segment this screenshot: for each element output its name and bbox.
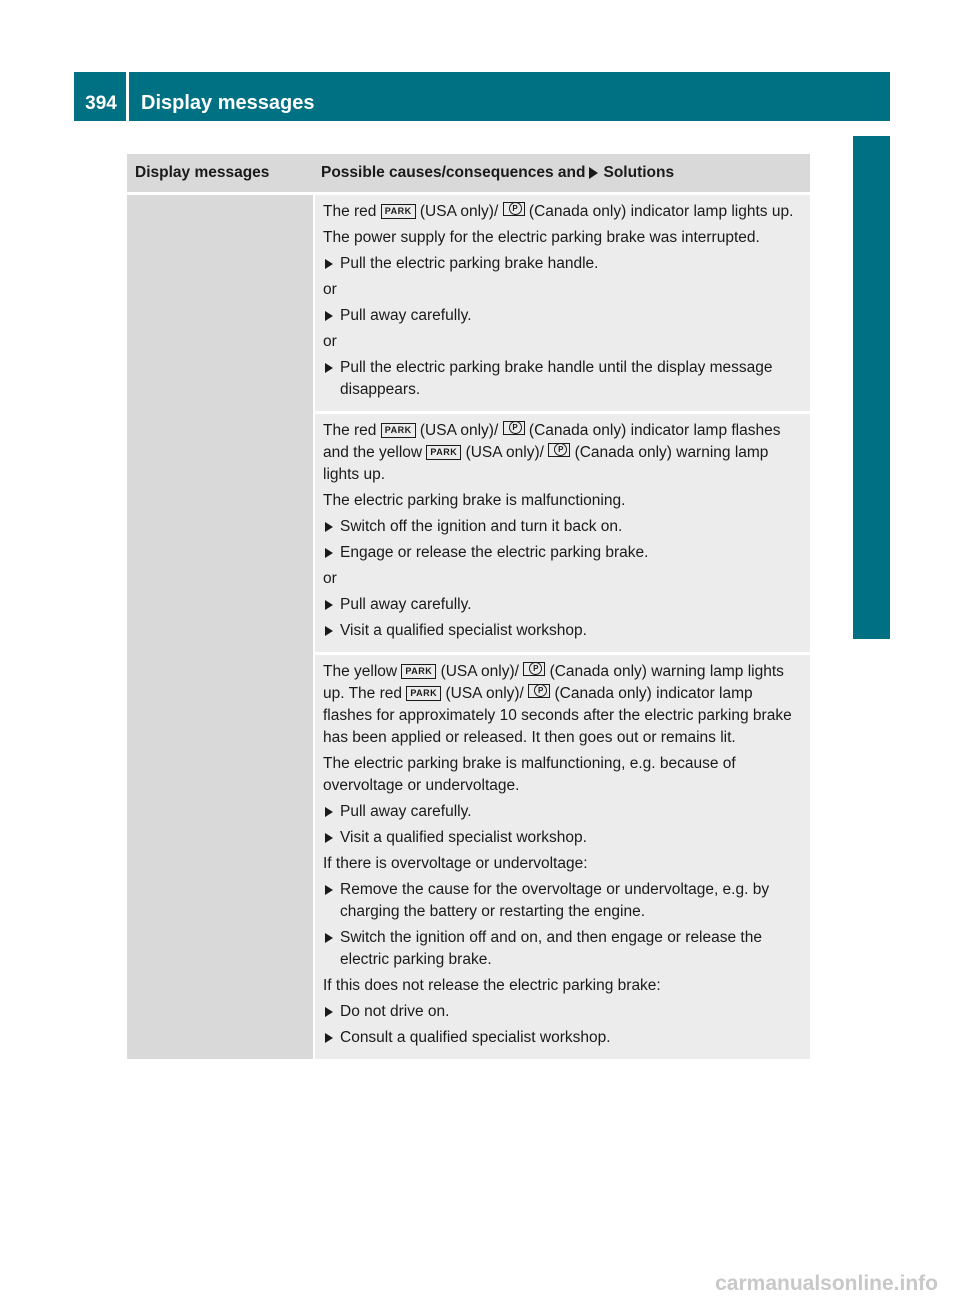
or-separator: or <box>323 333 337 350</box>
or-separator: or <box>323 570 337 587</box>
table-row <box>315 414 810 655</box>
parking-brake-circle-icon <box>503 421 525 435</box>
park-icon: PARK <box>381 204 416 219</box>
header-divider <box>126 72 129 121</box>
parking-brake-circle-icon <box>528 684 550 698</box>
list-item: Visit a qualified specialist workshop. <box>323 620 804 642</box>
solutions-column <box>313 195 810 1059</box>
row1-consequence: The power supply for the electric parking brake was interrupted. <box>323 229 760 246</box>
parking-brake-circle-icon <box>503 202 525 216</box>
row3-consequence: The electric parking brake is malfunctioning, e.g. because of overvoltage or undervoltage. <box>323 755 736 794</box>
parking-brake-circle-icon <box>523 662 545 676</box>
play-arrow-icon <box>589 167 598 179</box>
list-item: Pull the electric parking brake handle. <box>323 253 804 275</box>
list-item: Pull away carefully. <box>323 801 804 823</box>
list-item: Switch off the ignition and turn it back on. <box>323 516 804 538</box>
row2-consequence: The electric parking brake is malfunctioning. <box>323 492 626 509</box>
display-messages-table <box>127 154 810 1059</box>
list-item: Engage or release the electric parking brake. <box>323 542 804 564</box>
list-item: Pull away carefully. <box>323 594 804 616</box>
display-message-cell <box>127 195 313 1059</box>
page-number: 394 <box>85 93 117 114</box>
section-side-label: On-board computer and displays <box>859 231 882 545</box>
list-item: Switch the ignition off and on, and then engage or release the electric parking brake. <box>323 927 804 971</box>
list-item: Pull the electric parking brake handle until the display message disappears. <box>323 357 804 401</box>
col-header-solutions <box>313 154 810 192</box>
list-item: Do not drive on. <box>323 1001 804 1023</box>
col-header-text-b: Solutions <box>603 164 675 181</box>
park-icon: PARK <box>426 445 461 460</box>
park-icon: PARK <box>381 423 416 438</box>
parking-brake-circle-icon <box>548 443 570 457</box>
row3-condition-2: If this does not release the electric parking brake: <box>323 977 661 994</box>
park-icon: PARK <box>406 686 441 701</box>
or-separator: or <box>323 281 337 298</box>
col-header-display-messages: Display messages <box>135 164 270 181</box>
list-item: Pull away carefully. <box>323 305 804 327</box>
list-item: Consult a qualified specialist workshop. <box>323 1027 804 1049</box>
row1-cause: The red PARK (USA only)/ P (Canada only) indicator lamp lights up. <box>323 201 804 223</box>
watermark: carmanualsonline.info <box>715 1272 938 1295</box>
list-item: Visit a qualified specialist workshop. <box>323 827 804 849</box>
col-header-text-a: Possible causes/consequences and <box>321 164 586 181</box>
row3-condition: If there is overvoltage or undervoltage: <box>323 855 588 872</box>
table-body <box>127 195 810 1059</box>
table-header <box>127 154 810 195</box>
row3-cause: The yellow PARK (USA only)/ P (Canada only) warning lamp lights up. The red PARK (USA only)/ P (Canada only) indicator lamp flashes for approximately 10 seconds after the electric parking brake has been applied or released. It then goes out or remains lit. <box>323 661 804 749</box>
park-icon: PARK <box>401 664 436 679</box>
row2-cause: The red PARK (USA only)/ P (Canada only) indicator lamp flashes and the yellow PARK (USA only)/ P (Canada only) warning lamp lights up. <box>323 420 804 486</box>
list-item: Remove the cause for the overvoltage or undervoltage, e.g. by charging the battery or restarting the engine. <box>323 879 804 923</box>
table-row <box>315 655 810 1059</box>
page-title: Display messages <box>141 92 315 114</box>
table-row <box>315 195 810 414</box>
